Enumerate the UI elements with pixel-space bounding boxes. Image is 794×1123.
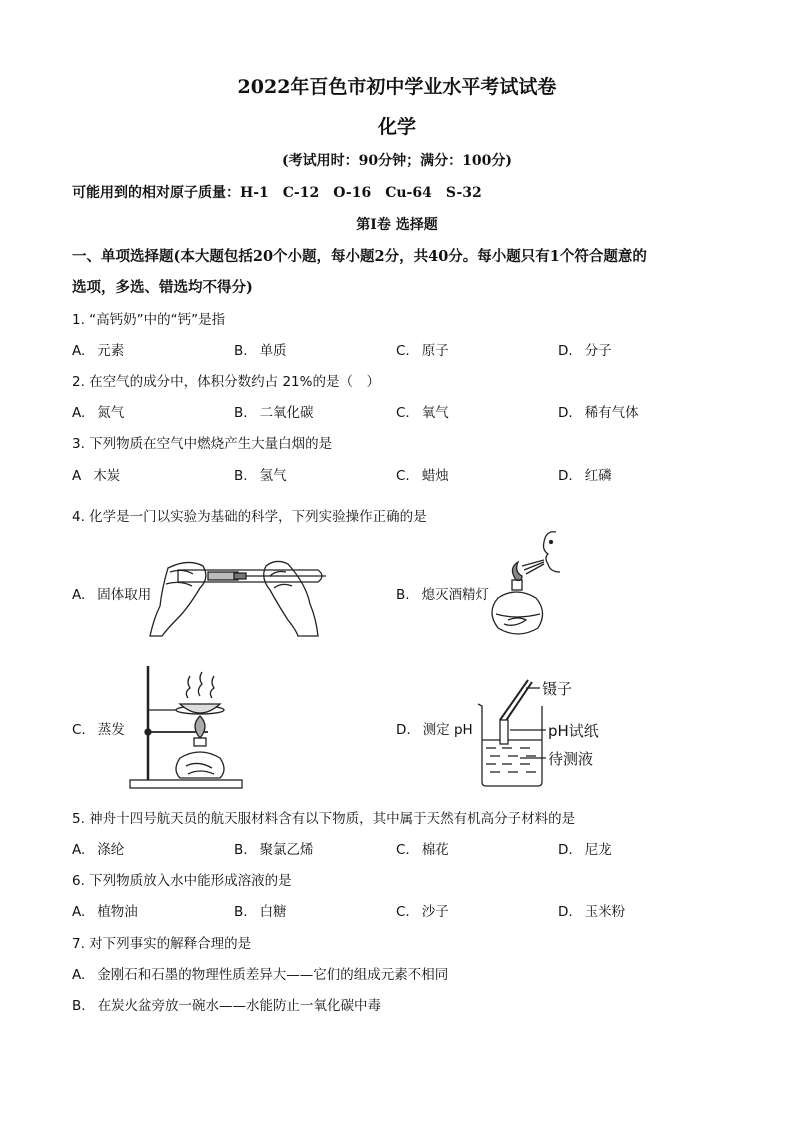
q5-option-b[interactable]: B. 聚氯乙烯 [234, 842, 314, 858]
question-5-stem: 5. 神舟十四号航天员的航天服材料含有以下物质，其中属于天然有机高分子材料的是 [72, 811, 576, 827]
q1-option-d[interactable]: D. 分子 [558, 343, 612, 359]
question-2-stem: 2. 在空气的成分中，体积分数约占 21%的是（ ） [72, 374, 380, 390]
q4-option-b[interactable]: B. 熄灭酒精灯 [396, 587, 490, 603]
figure-ph-measurement-illustration [470, 678, 610, 790]
q2-option-b[interactable]: B. 二氧化碳 [234, 405, 314, 421]
q4-option-a[interactable]: A. 固体取用 [72, 587, 152, 603]
part-title: 第Ⅰ卷 选择题 [356, 217, 438, 233]
solution-label: 待测液 [548, 750, 594, 768]
q5-option-c[interactable]: C. 棉花 [396, 842, 449, 858]
q3-option-a[interactable]: A 木炭 [72, 468, 121, 484]
question-3-stem: 3. 下列物质在空气中燃烧产生大量白烟的是 [72, 436, 333, 452]
q3-option-d[interactable]: D. 红磷 [558, 468, 612, 484]
q6-option-a[interactable]: A. 植物油 [72, 904, 138, 920]
q7-option-b[interactable]: B. 在炭火盆旁放一碗水——水能防止一氧化碳中毒 [72, 998, 382, 1014]
q4-option-d[interactable]: D. 测定 pH [396, 722, 473, 738]
question-1-stem: 1. “高钙奶”中的“钙”是指 [72, 312, 226, 328]
q3-option-b[interactable]: B. 氢气 [234, 468, 287, 484]
q5-option-d[interactable]: D. 尼龙 [558, 842, 612, 858]
q3-option-c[interactable]: C. 蜡烛 [396, 468, 449, 484]
q6-option-c[interactable]: C. 沙子 [396, 904, 449, 920]
question-6-stem: 6. 下列物质放入水中能形成溶液的是 [72, 873, 292, 889]
q1-option-a[interactable]: A. 元素 [72, 343, 125, 359]
q5-option-a[interactable]: A. 涤纶 [72, 842, 125, 858]
section-instructions-line2: 选项，多选、错选均不得分) [72, 279, 253, 296]
q6-option-b[interactable]: B. 白糖 [234, 904, 287, 920]
q1-option-b[interactable]: B. 单质 [234, 343, 287, 359]
subject-title: 化学 [377, 116, 416, 138]
atomic-masses: 可能用到的相对原子质量：H-1 C-12 O-16 Cu-64 S-32 [72, 185, 482, 201]
q1-option-c[interactable]: C. 原子 [396, 343, 449, 359]
q2-option-d[interactable]: D. 稀有气体 [558, 405, 639, 421]
q7-option-a[interactable]: A. 金刚石和石墨的物理性质差异大——它们的组成元素不相同 [72, 967, 449, 983]
tweezers-label: 镊子 [542, 680, 573, 698]
figure-evaporation-illustration [128, 662, 248, 792]
figure-extinguish-lamp-illustration [478, 528, 578, 648]
exam-info: (考试用时：90分钟；满分：100分) [282, 153, 512, 169]
q4-option-c[interactable]: C. 蒸发 [72, 722, 125, 738]
question-4-stem: 4. 化学是一门以实验为基础的科学，下列实验操作正确的是 [72, 509, 427, 525]
question-7-stem: 7. 对下列事实的解释合理的是 [72, 936, 252, 952]
q2-option-a[interactable]: A. 氮气 [72, 405, 125, 421]
ph-paper-label: pH试纸 [548, 722, 599, 740]
q6-option-d[interactable]: D. 玉米粉 [558, 904, 626, 920]
section-instructions-line1: 一、单项选择题(本大题包括20个小题，每小题2分，共40分。每小题只有1个符合题意的 [72, 248, 647, 265]
exam-title: 2022年百色市初中学业水平考试试卷 [237, 76, 557, 98]
q2-option-c[interactable]: C. 氧气 [396, 405, 449, 421]
figure-solid-taking-illustration [148, 548, 328, 638]
